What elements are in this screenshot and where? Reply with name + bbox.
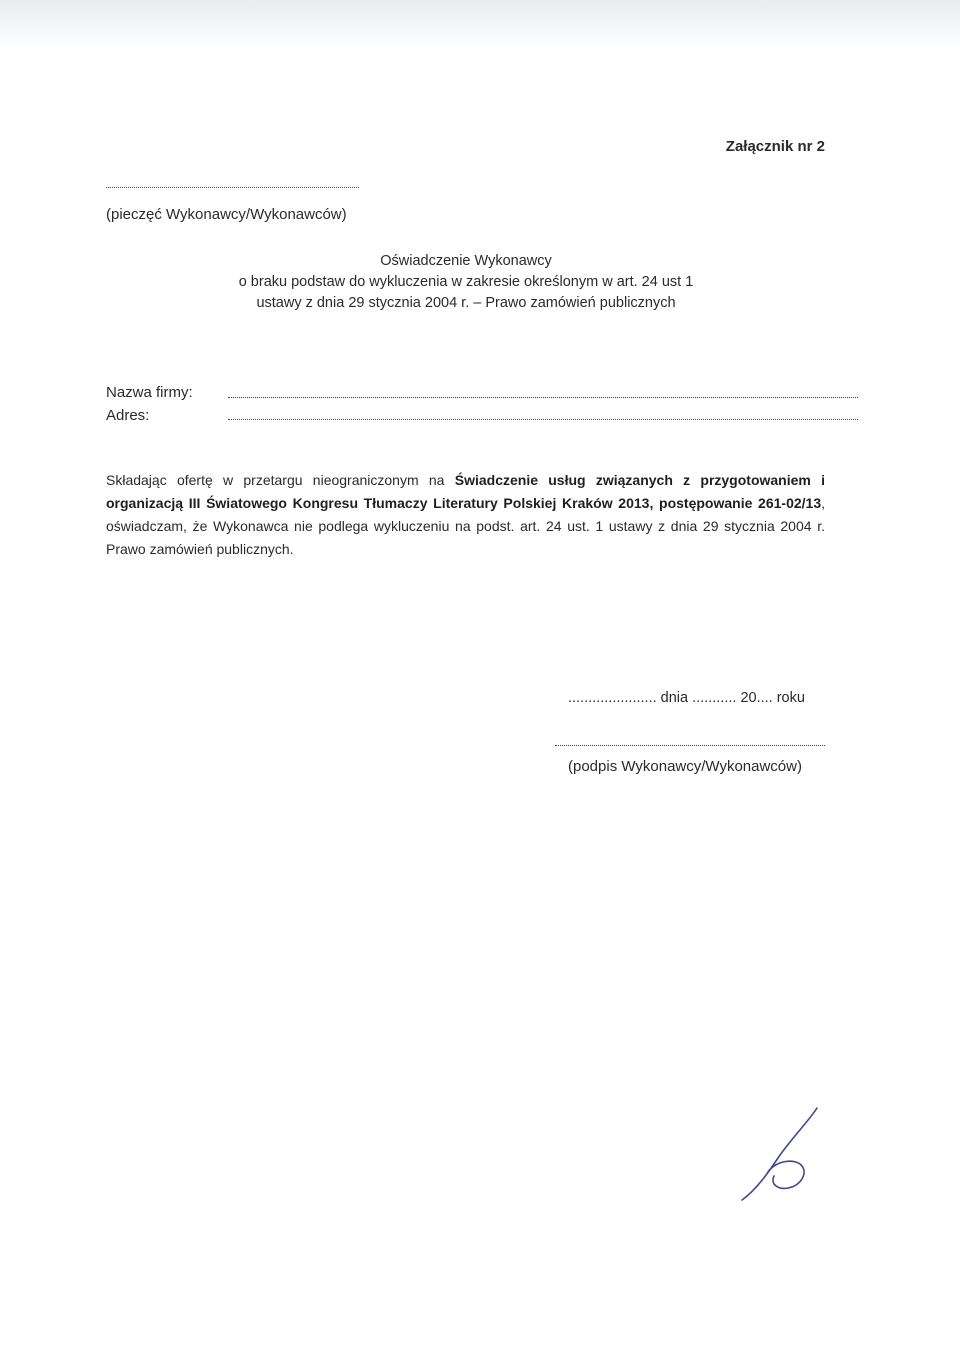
scan-edge: [0, 0, 960, 48]
statement-text: Składając ofertę w przetargu nieograniczonym na: [106, 472, 455, 488]
signature-label: (podpis Wykonawcy/Wykonawców): [568, 758, 802, 775]
address-field: [106, 407, 149, 424]
date-line: ...................... dnia ........... 20.... roku: [568, 690, 805, 706]
address-dotted-line: [228, 418, 858, 420]
statement-text: , oświadczam, że Wykonawca nie podlega wykluczeniu na podst. art. 24 ust. 1 ustawy z dnia 29 stycznia 2004 r. Prawo zamówień publicznych.: [106, 495, 825, 557]
address-label: Adres:: [106, 407, 150, 424]
stamp-label: (pieczęć Wykonawcy/Wykonawców): [106, 206, 347, 223]
statement-subject: Świadczenie usług związanych z przygotowaniem i organizacją III Światowego Kongresu Tłumaczy Literatury Polskiej Kraków 2013, postępowanie 261-02/13: [106, 472, 825, 511]
heading-subtitle-line: ustawy z dnia 29 stycznia 2004 r. – Prawo zamówień publicznych: [256, 295, 676, 311]
handwritten-initial: [730, 1100, 830, 1210]
heading-title: Oświadczenie Wykonawcy: [380, 253, 552, 269]
heading-subtitle-line: o braku podstaw do wykluczenia w zakresie określonym w art. 24 ust 1: [238, 274, 694, 290]
company-name-dotted-line: [228, 396, 858, 398]
company-name-label: Nazwa firmy:: [106, 384, 193, 401]
attachment-label: Załącznik nr 2: [725, 138, 825, 155]
stamp-dotted-line: [106, 186, 359, 188]
document-heading: [200, 251, 732, 314]
company-name-field: [106, 384, 193, 401]
signature-dotted-line: [555, 744, 825, 746]
statement-paragraph: [106, 469, 825, 561]
